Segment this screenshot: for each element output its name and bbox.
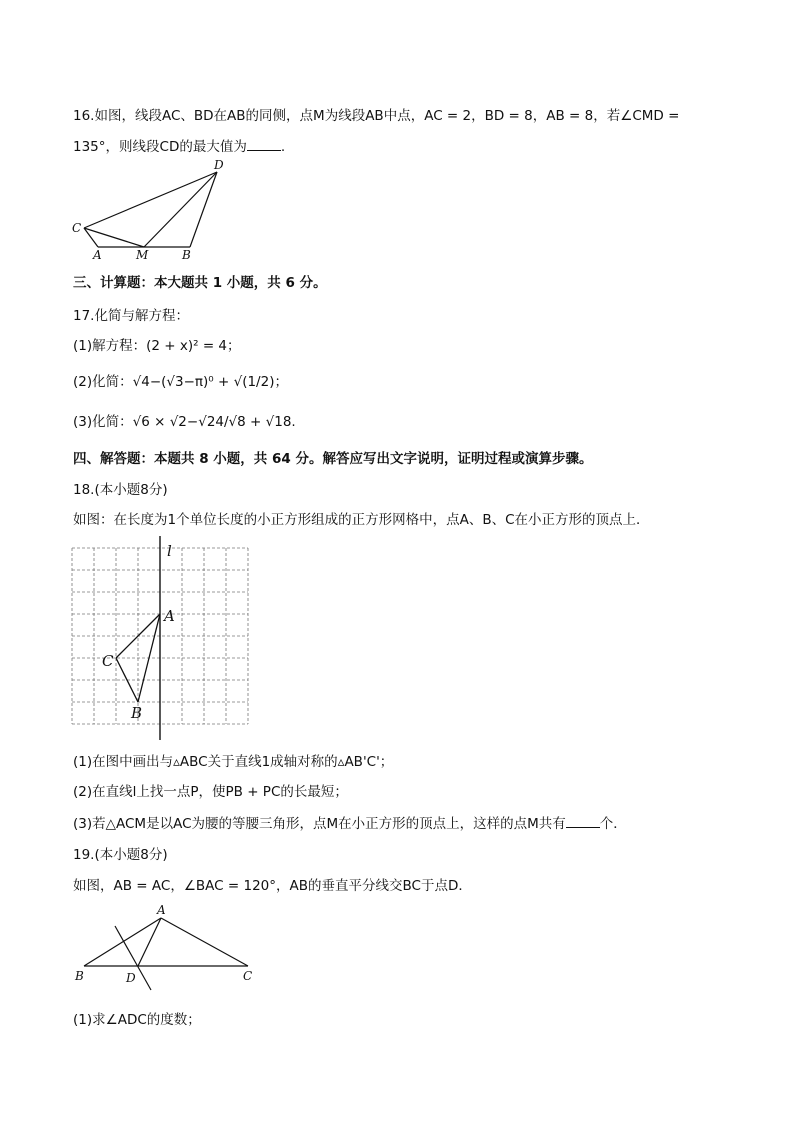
answer-blank — [247, 138, 281, 151]
q16-line2-text: 135°，则线段CD的最大值为 — [73, 139, 247, 155]
q16-line1: 16.如图，线段AC、BD在AB的同侧，点M为线段AB中点，AC = 2，BD = 8，AB = 8，若∠CMD = — [73, 108, 680, 124]
q16-label-C: C — [72, 221, 82, 235]
q17-part2: (2)化简：√4−(√3−π)⁰ + √(1/2)； — [73, 374, 288, 390]
q18-label-A: A — [164, 607, 175, 625]
q18-label-C: C — [102, 652, 114, 670]
q18-label-B: B — [131, 704, 143, 722]
q18-figure — [72, 536, 254, 741]
q16-line2 — [73, 135, 285, 155]
q19-title: 19.(本小题8分) — [73, 847, 168, 863]
q17-part1: (1)解方程：(2 + x)² = 4； — [73, 338, 241, 354]
section3-header: 三、计算题：本大题共 1 小题，共 6 分。 — [73, 275, 327, 291]
q16-label-B: B — [182, 248, 191, 262]
q19-label-B: B — [75, 969, 84, 983]
q19-label-C: C — [243, 969, 253, 983]
q18-title: 18.(本小题8分) — [73, 482, 168, 498]
q18-part2: (2)在直线l上找一点P，使PB + PC的长最短； — [73, 784, 348, 800]
q16-line2-end: . — [280, 139, 286, 155]
q19-label-D: D — [126, 971, 136, 985]
q19-figure — [72, 902, 262, 996]
q18-label-l: l — [167, 542, 172, 560]
q16-figure — [70, 158, 240, 266]
q16-label-A: A — [93, 248, 102, 262]
section4-header: 四、解答题：本题共 8 小题，共 64 分。解答应写出文字说明，证明过程或演算步骤。 — [73, 451, 593, 467]
q19-label-A: A — [157, 903, 166, 917]
answer-blank — [566, 815, 600, 828]
q16-label-D: D — [214, 158, 224, 172]
q17-title: 17.化简与解方程： — [73, 308, 189, 324]
q19-part1: (1)求∠ADC的度数； — [73, 1012, 201, 1028]
q19-intro: 如图，AB = AC，∠BAC = 120°，AB的垂直平分线交BC于点D． — [73, 878, 472, 894]
q18-intro: 如图：在长度为1个单位长度的小正方形组成的正方形网格中，点A、B、C在小正方形的顶点上． — [73, 512, 650, 528]
q18-part3 — [73, 812, 627, 832]
q18-part3-text: (3)若△ACM是以AC为腰的等腰三角形，点M在小正方形的顶点上，这样的点M共有 — [73, 816, 566, 832]
q16-label-M: M — [136, 248, 149, 262]
q18-part3-end: 个． — [599, 816, 627, 832]
q18-part1: (1)在图中画出与▵ABC关于直线1成轴对称的▵AB'C'； — [73, 754, 394, 770]
q17-part3: (3)化简：√6 × √2−√24/√8 + √18. — [73, 414, 296, 430]
